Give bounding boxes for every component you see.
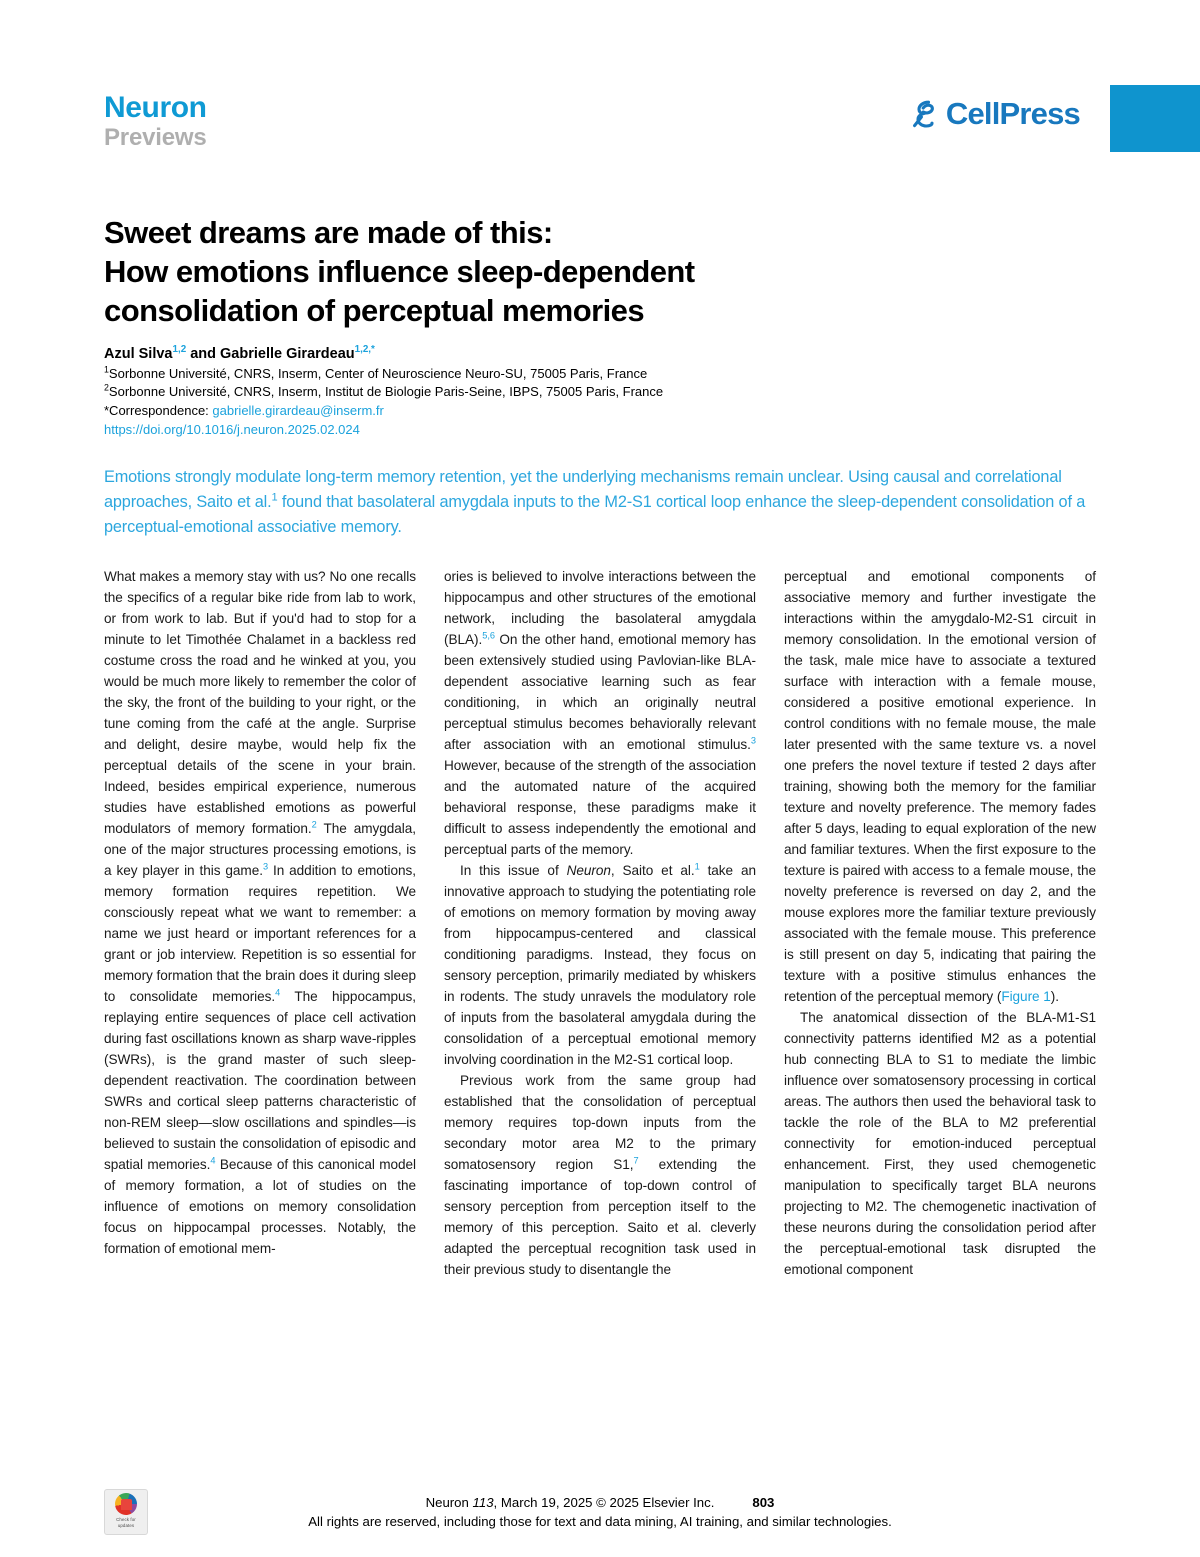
text-run: The amygdala, one of the major structures processing emotions, is a key player in this game.: [104, 821, 416, 878]
correspondence-label: *Correspondence:: [104, 402, 213, 418]
page-number: 803: [752, 1495, 775, 1510]
affiliation-1-marker: 1: [104, 364, 109, 375]
citation-ref[interactable]: 3: [262, 861, 269, 872]
body-column-3: [784, 566, 1096, 1280]
paragraph: [444, 860, 756, 1070]
authors-block: [104, 344, 904, 440]
text-run: ).: [1050, 989, 1060, 1004]
text-run: On the other hand, emotional memory has been extensively studied using Pavlovian-like BLA-dependent associative learning such as fear conditioning, in which an originally neutral perceptual stimulus becomes behaviorally relevant after association with an emotional stimulus.: [444, 632, 756, 752]
citation-ref[interactable]: 1: [694, 861, 700, 872]
affiliation-2-text: Sorbonne Université, CNRS, Inserm, Institut de Biologie Paris-Seine, IBPS, 75005 Paris, France: [108, 384, 664, 400]
title-line-3: consolidation of perceptual memories: [104, 292, 645, 328]
preview-teaser: [104, 465, 1100, 539]
author-byline: [104, 344, 904, 365]
paragraph: [784, 566, 1096, 1007]
byline-conjunction: and: [186, 346, 221, 362]
paragraph: [104, 566, 416, 1259]
correspondence-email-link[interactable]: gabrielle.girardeau@inserm.fr: [212, 402, 384, 418]
page-footer: [0, 1487, 1200, 1529]
crossmark-icon: [115, 1493, 137, 1515]
text-run: perceptual and emotional components of associative memory and further investigate the interactions within the amygdalo-M2-S1 circuit in memory consolidation. In the emotional version of the task, male mice have to associate a textured surface with interaction with a female mouse, considered a positive emotional experience. In control conditions with no female mouse, the male later presented with the same texture vs. a novel one prefers the novel texture if tested 2 days after training, showing both the memory for the familiar texture and novelty preference. The memory fades after 5 days, leading to equal exploration of the new and familiar textures. When the first exposure to the texture is paired with access to a female mouse, the novelty preference is reversed on day 2, and the mouse explores more the familiar texture previously associated with the female mouse. This preference is still present on day 5, indicating that pairing the texture with a positive stimulus enhances the retention of the perceptual memory (: [784, 569, 1096, 1004]
citation-ref[interactable]: 2: [311, 819, 317, 830]
crossmark-label: [116, 1517, 136, 1528]
teaser-part-1: Emotions strongly modulate long-term memory retention, yet the underlying mechanisms remain unclear. Using causal and correlational approaches, Saito et al.: [104, 468, 1062, 511]
citation-journal: Neuron: [425, 1495, 473, 1510]
title-line-1: Sweet dreams are made of this:: [104, 214, 553, 250]
author-2-affiliation-marker: 1,2,*: [354, 344, 375, 356]
cellpress-loop-icon: [912, 99, 938, 129]
paragraph: [444, 566, 756, 860]
citation-rest: , March 19, 2025 © 2025 Elsevier Inc.: [493, 1495, 715, 1510]
paragraph: [784, 1007, 1096, 1280]
text-run: take an innovative approach to studying the potentiating role of emotions on memory formation by moving away from hippocampus-centered and classical conditioning paradigms. Instead, they focus on sensory perception, primarily mediated by whiskers in rodents. The study unravels the modulatory role of inputs from the basolateral amygdala during the consolidation of a perceptual emotional memory involving coordination in the M2-S1 cortical loop.: [444, 863, 757, 1067]
body-column-2: [444, 566, 756, 1280]
text-run: ories is believed to involve interactions between the hippocampus and other structures of the emotional network, including the basolateral amygdala (BLA).: [444, 569, 756, 647]
teaser-reference-marker[interactable]: 1: [271, 491, 278, 504]
author-name-1: Azul Silva: [104, 346, 173, 362]
footer-citation: [426, 1495, 715, 1510]
corner-accent-square: [1110, 85, 1200, 152]
text-run: However, because of the strength of the association and the automated nature of the acquired behavioral response, these paradigms make it difficult to assess independently the emotional and perceptual parts of the memory.: [444, 758, 756, 857]
citation-volume: 113: [472, 1495, 494, 1510]
affiliation-1-text: Sorbonne Université, CNRS, Inserm, Center of Neuroscience Neuro-SU, 75005 Paris, France: [108, 366, 648, 382]
affiliation-1: [104, 365, 904, 383]
citation-ref[interactable]: 4: [275, 987, 281, 998]
crossmark-badge[interactable]: [104, 1489, 148, 1535]
affiliation-2-marker: 2: [104, 383, 109, 394]
title-line-2: How emotions influence sleep-dependent: [104, 253, 695, 289]
author-name-2: Gabrielle Girardeau: [220, 346, 355, 362]
text-run: , Saito et al.: [610, 863, 695, 878]
crossmark-label-line-2: updates: [117, 1522, 135, 1528]
text-run: What makes a memory stay with us? No one recalls the specifics of a regular bike ride from lab to work, or from work to lab. But if you'd had to stop for a minute to let Timothée Chalamet in a backless red costume cross the road and he winked at you, you would be much more likely to remember the color of the sky, the front of the building to your right, or the tune coming from the café at the angle. Surprise and delight, desire maybe, would help fix the perceptual details of the scene in your brain. Indeed, besides empirical experience, numerous studies have established emotions as powerful modulators of memory formation.: [104, 569, 416, 836]
text-run: The hippocampus, replaying entire sequences of place cell activation during fast oscillations known as sharp wave-ripples (SWRs), is the grand master of such sleep-dependent reactivation. The coordination between SWRs and cortical sleep patterns characteristic of non-REM sleep—slow oscillations and spindles—is believed to sustain the consolidation of episodic and spatial memories.: [104, 989, 416, 1172]
text-run: extending the fascinating importance of top-down control of sensory perception from perception itself to the memory of this perception. Saito et al. cleverly adapted the perceptual recognition task used in their previous study to disentangle the: [444, 1157, 756, 1277]
citation-ref[interactable]: 7: [633, 1155, 639, 1166]
doi-link[interactable]: https://doi.org/10.1016/j.neuron.2025.02.024: [104, 422, 360, 438]
crossmark-label-line-1: Check for: [116, 1517, 136, 1522]
footer-citation-row: [0, 1495, 1200, 1510]
text-run: In addition to emotions, memory formation requires repetition. We consciously repeat what we want to remember: a name we just heard or important references for a grant or job interview. Repetition is so essential for memory formation that the brain does it during sleep to consolidate memories.: [104, 863, 416, 1004]
text-run: The anatomical dissection of the BLA-M1-S1 connectivity patterns identified M2 as a potential hub connecting BLA to S1 to mediate the limbic influence over somatosensory processing in cortical areas. The authors then used the behavioral task to tackle the role of the BLA to M2 preferential connectivity for emotion-induced perceptual enhancement. First, they used chemogenetic manipulation to specifically target BLA neurons projecting to M2. The chemogenetic inactivation of these neurons during the consolidation period after the perceptual-emotional task disrupted the emotional component: [784, 1010, 1096, 1277]
cellpress-logo: [912, 98, 1080, 129]
body-columns: [104, 566, 1096, 1280]
teaser-part-2: found that basolateral amygdala inputs to the M2-S1 cortical loop enhance the sleep-dependent consolidation of a perceptual-emotional associative memory.: [104, 492, 1086, 536]
body-column-1: [104, 566, 416, 1280]
paragraph: [444, 1070, 756, 1280]
text-run: Because of this canonical model of memory formation, a lot of studies on the influence of emotions on memory consolidation focus on hippocampal processes. Notably, the formation of emotional mem-: [104, 1157, 417, 1256]
citation-ref[interactable]: 4: [210, 1155, 216, 1166]
text-run: In this issue of: [460, 863, 567, 878]
figure-link[interactable]: Figure 1: [1001, 989, 1051, 1004]
affiliation-2: [104, 383, 904, 401]
journal-section: Previews: [104, 124, 207, 151]
cellpress-wordmark: CellPress: [945, 96, 1080, 131]
author-1-affiliation-marker: 1,2: [172, 344, 187, 356]
journal-italic: Neuron: [566, 863, 611, 878]
page-title: [104, 213, 984, 330]
correspondence-line: [104, 402, 904, 420]
text-run: Previous work from the same group had established that the consolidation of perceptual memory requires top-down inputs from the secondary motor area M2 to the primary somatosensory region S1,: [444, 1073, 756, 1172]
footer-rights: All rights are reserved, including those for text and data mining, AI training, and similar technologies.: [308, 1514, 892, 1529]
citation-ref[interactable]: 3: [750, 735, 756, 746]
footer-text: [0, 1487, 1200, 1529]
citation-ref[interactable]: 5,6: [482, 630, 495, 641]
journal-name: Neuron: [104, 91, 207, 124]
